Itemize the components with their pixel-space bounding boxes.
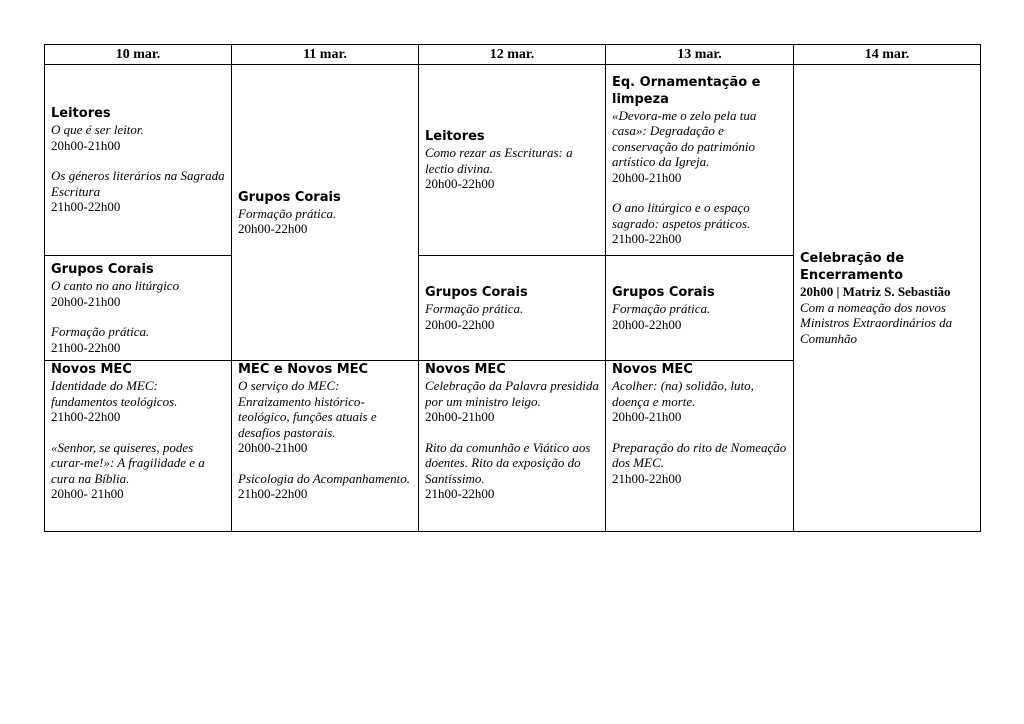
row-1 [45, 65, 981, 256]
session-desc: Formação prática. [425, 301, 524, 316]
session-desc: O serviço do MEC: Enraizamento histórico-teológico, funções atuais e desafios pastorais. [238, 378, 377, 440]
cell-title: Grupos Corais [425, 285, 528, 300]
cell-10-mec [45, 361, 232, 532]
session-desc: Formação prática. [51, 324, 150, 339]
session-desc: Acolher: (na) solidão, luto, doença e morte. [612, 378, 754, 409]
cell-12-mec [419, 361, 606, 532]
session-time: 21h00-22h00 [51, 339, 121, 355]
cell-11-corais [232, 65, 419, 361]
cell-10-leitores [45, 65, 232, 256]
session-time: 21h00-22h00 [612, 231, 682, 246]
cell-title: Novos MEC [425, 362, 506, 377]
session-desc: O ano litúrgico e o espaço sagrado: aspetos práticos. [612, 200, 751, 231]
session-time: 21h00-22h00 [51, 409, 121, 424]
schedule-table [44, 44, 981, 532]
cell-title: Leitores [425, 129, 485, 145]
session-desc: «Devora-me o zelo pela tua casa»: Degradação e conservação do património artístico da Igreja. [612, 107, 757, 169]
header-14-mar: 14 mar. [794, 45, 981, 65]
cell-title: Leitores [51, 106, 111, 122]
session-time: 21h00-22h00 [238, 486, 308, 501]
cell-title: Grupos Corais [51, 262, 154, 277]
session-time: 21h00-22h00 [425, 486, 495, 501]
session-time: 20h00-21h00 [425, 409, 495, 424]
session-desc: O canto no ano litúrgico [51, 278, 180, 293]
session-desc: Identidade do MEC: fundamentos teológicos. [51, 378, 178, 409]
session-time: 20h00-21h00 [612, 169, 682, 185]
cell-title: Celebração de Encerramento [800, 251, 905, 283]
session-time: 21h00-22h00 [612, 470, 682, 486]
session-desc: Formação prática. [238, 205, 337, 221]
session-desc: O que é ser leitor. [51, 122, 144, 138]
session-time: 21h00-22h00 [51, 199, 121, 215]
session-desc: Celebração da Palavra presidida por um ministro leigo. [425, 378, 599, 409]
header-11-mar: 11 mar. [232, 45, 419, 65]
cell-11-mec [232, 361, 419, 532]
cell-14-encerramento [794, 65, 981, 532]
header-12-mar: 12 mar. [419, 45, 606, 65]
session-time: 20h00-21h00 [51, 137, 121, 153]
session-desc: Rito da comunhão e Viático aos doentes. Rito da exposição do Santíssimo. [425, 439, 591, 486]
header-13-mar: 13 mar. [606, 45, 794, 65]
cell-title: Novos MEC [51, 362, 132, 377]
session-time: 20h00- 21h00 [51, 486, 124, 501]
cell-title: Grupos Corais [612, 285, 715, 300]
session-time: 20h00-21h00 [51, 293, 121, 309]
session-desc: «Senhor, se quiseres, podes curar-me!»: A fragilidade e a cura na Bíblia. [51, 439, 205, 486]
session-desc: Como rezar as Escrituras: a lectio divina. [425, 145, 573, 176]
event-desc: Com a nomeação dos novos Ministros Extraordinários da Comunhão [800, 299, 953, 346]
session-time: 20h00-22h00 [238, 221, 308, 236]
session-desc: Preparação do rito de Nomeação dos MEC. [612, 439, 787, 470]
cell-title: MEC e Novos MEC [238, 362, 369, 377]
cell-12-leitores [419, 65, 606, 256]
session-time: 20h00-21h00 [612, 409, 682, 424]
cell-13-corais [606, 256, 794, 361]
session-time: 20h00-22h00 [425, 316, 495, 332]
cell-title: Novos MEC [612, 362, 693, 377]
session-desc: Formação prática. [612, 301, 711, 316]
cell-13-ornamentacao [606, 65, 794, 256]
session-desc: Psicologia do Acompanhamento. [238, 470, 410, 486]
cell-13-mec [606, 361, 794, 532]
cell-10-corais [45, 256, 232, 361]
session-time: 20h00-22h00 [425, 176, 495, 192]
event-place: 20h00 | Matriz S. Sebastião [800, 284, 951, 299]
session-desc: Os géneros literários na Sagrada Escritura [51, 168, 225, 199]
session-time: 20h00-22h00 [612, 316, 682, 332]
cell-title: Grupos Corais [238, 189, 341, 205]
session-time: 20h00-21h00 [238, 440, 308, 455]
cell-12-corais [419, 256, 606, 361]
header-row [45, 45, 981, 65]
cell-title: Eq. Ornamentação e limpeza [612, 74, 761, 107]
header-10-mar: 10 mar. [45, 45, 232, 65]
